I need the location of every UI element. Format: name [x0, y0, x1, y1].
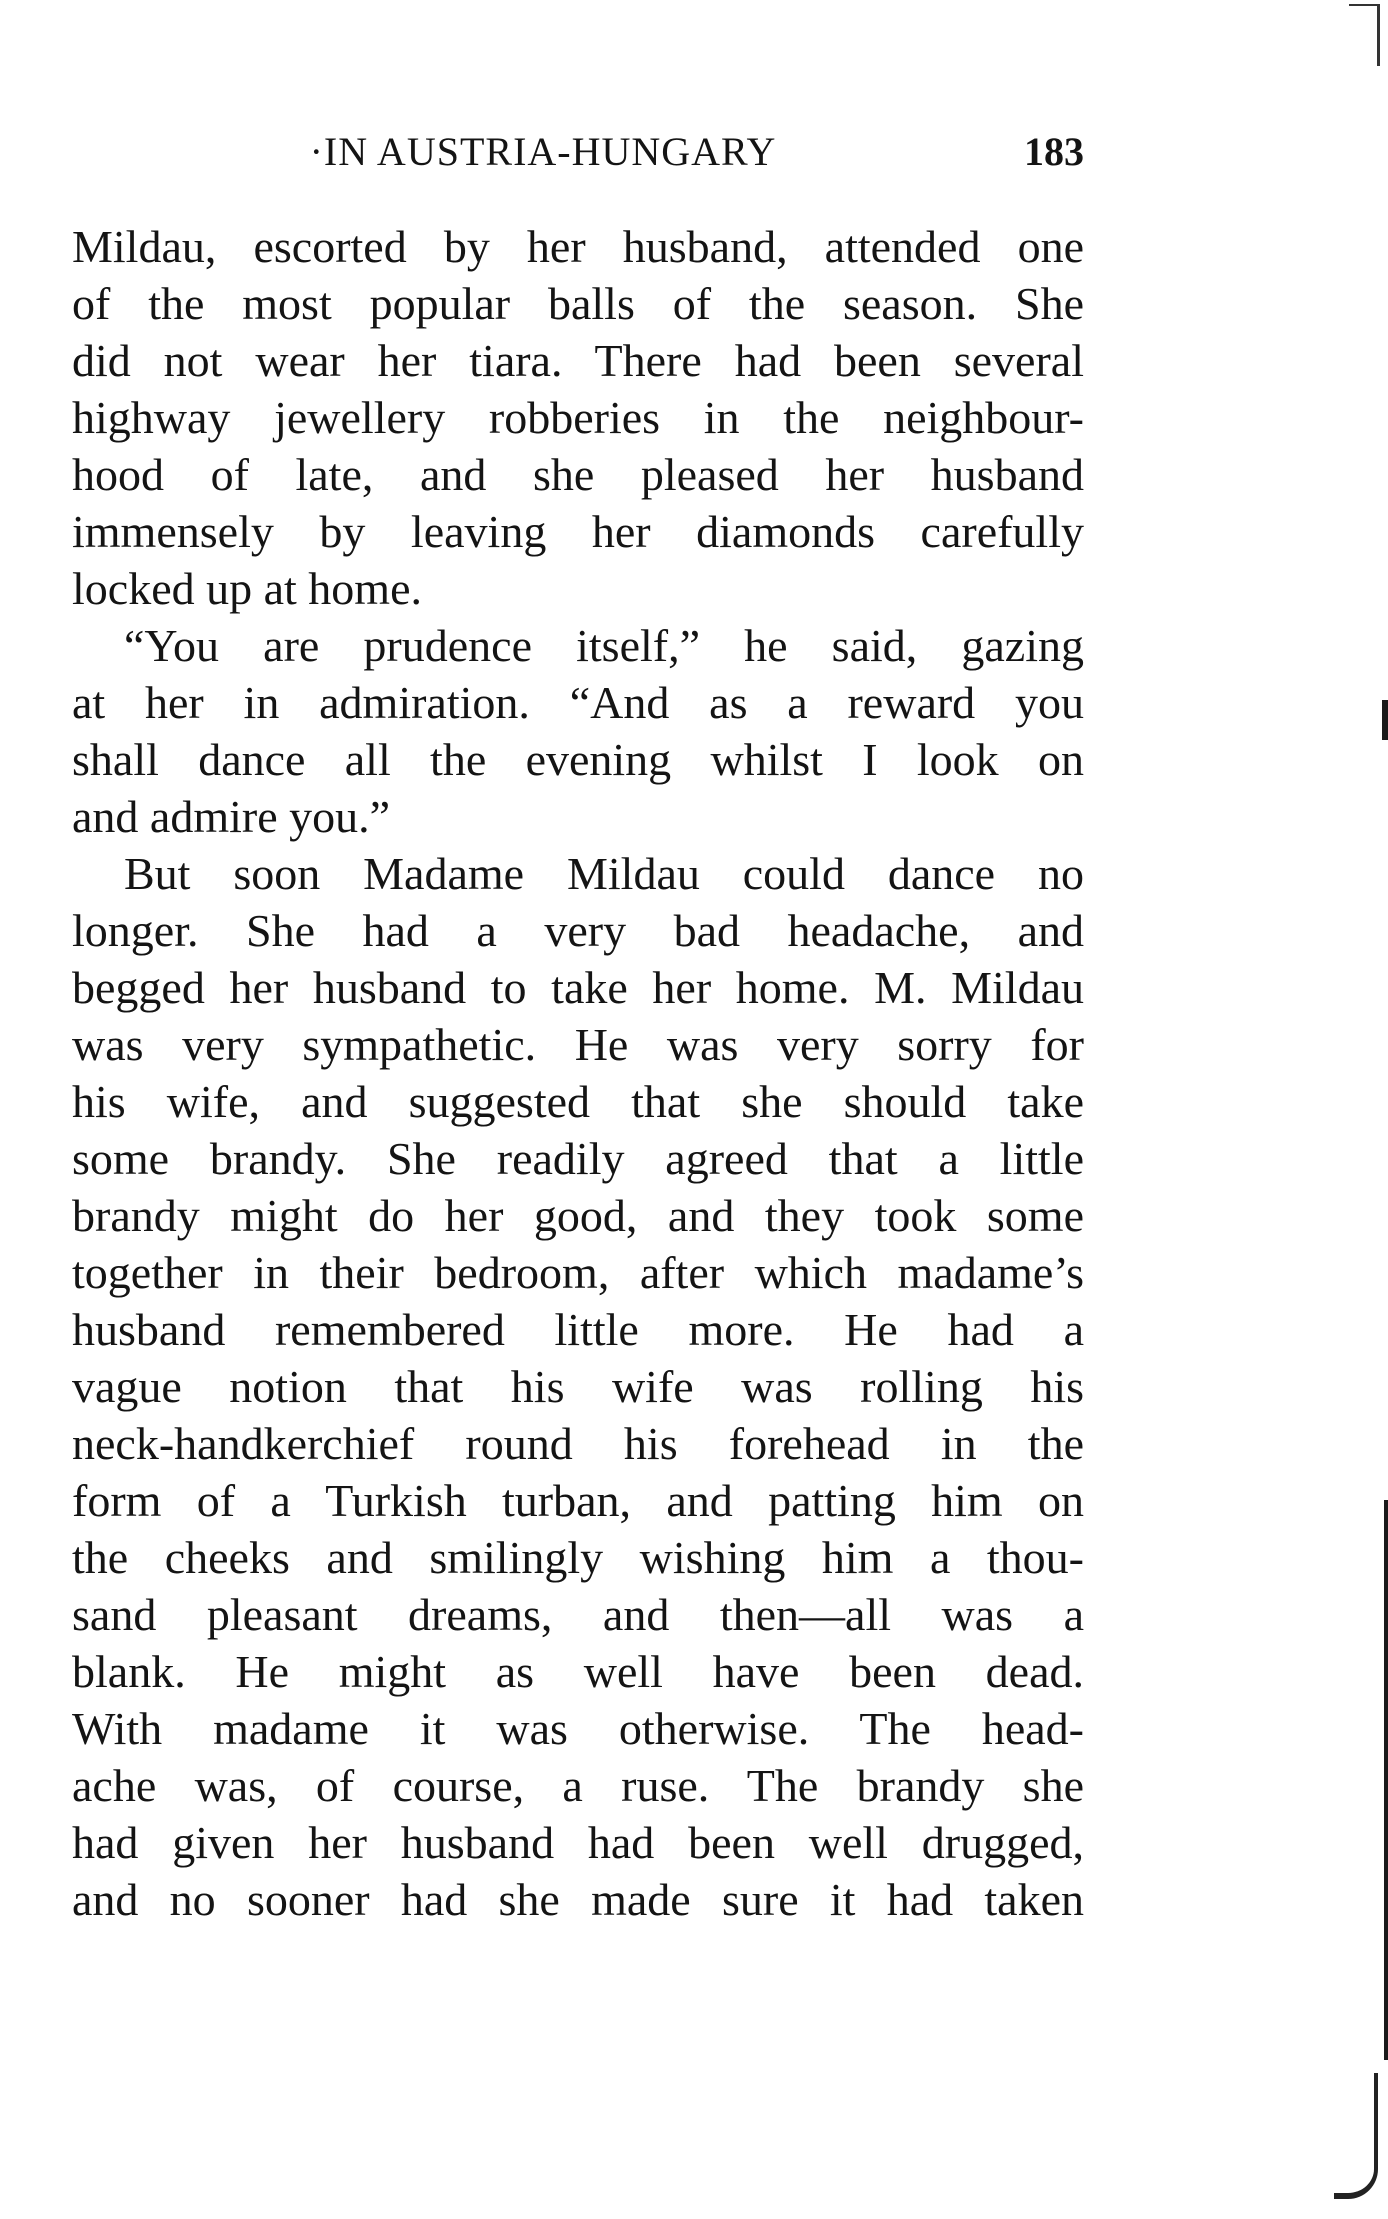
text-line: together in their bedroom, after which madame’s	[72, 1247, 1084, 1298]
text-line: some brandy. She readily agreed that a little	[72, 1133, 1084, 1184]
text-line: had given her husband had been well drugged,	[72, 1817, 1084, 1868]
text-line: shall dance all the evening whilst I look on	[72, 734, 1084, 785]
text-line: the cheeks and smilingly wishing him a thou-	[72, 1532, 1084, 1583]
text-line: highway jewellery robberies in the neighbour-	[72, 392, 1084, 443]
text-line: locked up at home.	[72, 563, 423, 614]
text-line: brandy might do her good, and they took some	[72, 1190, 1084, 1241]
text-line: hood of late, and she pleased her husband	[72, 449, 1084, 500]
text-line: Mildau, escorted by her husband, attended one	[72, 221, 1084, 272]
text-line: “You are prudence itself,” he said, gazing	[124, 620, 1084, 671]
page-edge-mark-bottom	[1334, 2073, 1378, 2199]
page-edge-mark	[1384, 1500, 1388, 2060]
body-text	[72, 218, 1084, 1928]
text-line: husband remembered little more. He had a	[72, 1304, 1084, 1355]
text-line: his wife, and suggested that she should take	[72, 1076, 1084, 1127]
text-line: vague notion that his wife was rolling his	[72, 1361, 1084, 1412]
text-line: But soon Madame Mildau could dance no	[124, 848, 1084, 899]
running-head	[72, 124, 1084, 180]
page-edge-mark-top	[1349, 4, 1380, 66]
text-line: did not wear her tiara. There had been several	[72, 335, 1084, 386]
text-line: and no sooner had she made sure it had taken	[72, 1874, 1084, 1925]
text-line: at her in admiration. “And as a reward you	[72, 677, 1084, 728]
text-line: With madame it was otherwise. The head-	[72, 1703, 1084, 1754]
text-line: sand pleasant dreams, and then—all was a	[72, 1589, 1084, 1640]
page-number: 183	[1024, 129, 1084, 174]
text-line: neck-handkerchief round his forehead in the	[72, 1418, 1084, 1469]
text-line: of the most popular balls of the season. She	[72, 278, 1084, 329]
text-line: was very sympathetic. He was very sorry for	[72, 1019, 1084, 1070]
running-title: ·IN AUSTRIA-HUNGARY	[309, 129, 777, 174]
page-edge-mark	[1382, 700, 1388, 740]
text-line: form of a Turkish turban, and patting him on	[72, 1475, 1084, 1526]
text-line: immensely by leaving her diamonds carefully	[72, 506, 1084, 557]
text-line: begged her husband to take her home. M. Mildau	[72, 962, 1084, 1013]
text-line: longer. She had a very bad headache, and	[72, 905, 1084, 956]
text-line: ache was, of course, a ruse. The brandy she	[72, 1760, 1084, 1811]
text-line: blank. He might as well have been dead.	[72, 1646, 1084, 1697]
text-line: and admire you.”	[72, 791, 391, 842]
